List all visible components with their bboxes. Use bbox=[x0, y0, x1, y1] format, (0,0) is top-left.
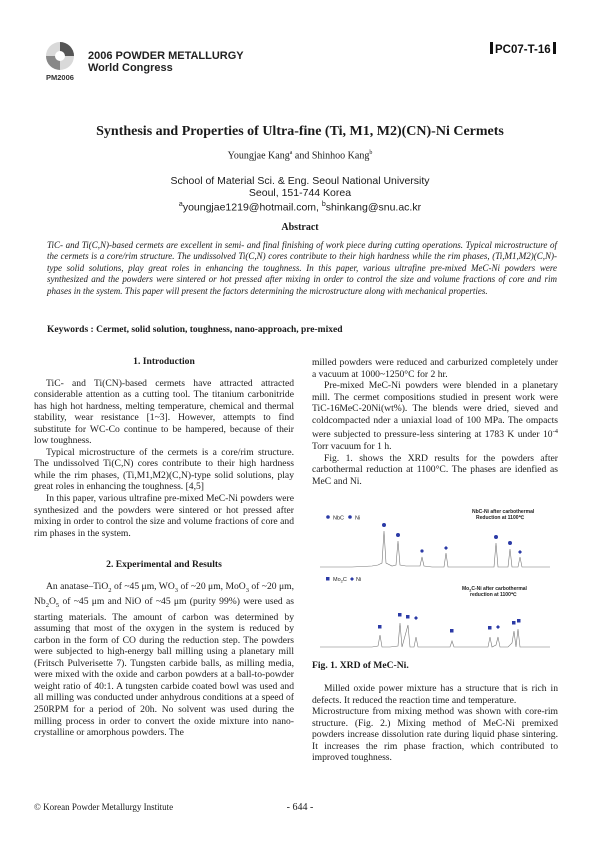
exp-text-c: of ~20 μm, Nb bbox=[34, 580, 294, 608]
right-paragraph-3: Fig. 1. shows the XRD results for the powders after carbothermal reduction at 1100°C. The phases are idenfied as MeC and Ni. bbox=[312, 452, 558, 487]
panel1-label-line1: NbC-Ni after carbothermal bbox=[472, 509, 535, 515]
legend-marker-nbc bbox=[326, 515, 330, 519]
peak-marker bbox=[518, 550, 522, 554]
right-p2-tail: Torr vacuum for 1 h. bbox=[312, 441, 392, 453]
copyright: © Korean Powder Metallurgy Institute bbox=[34, 802, 174, 812]
right-column bbox=[312, 357, 558, 487]
intro-paragraph-3: In this paper, various ultrafine pre-mixed MeC-Ni powders were synthesized and the powders were sintered or hot pressed after mixing in order to control the size and volume fractions of core and rim phases in the system. bbox=[34, 493, 294, 539]
paper-title: Synthesis and Properties of Ultra-fine (Ti, M1, M2)(CN)-Ni Cermets bbox=[96, 124, 504, 139]
exp-text-d: O bbox=[48, 596, 56, 608]
right-paragraph-1: milled powders were reduced and carburized completely under a vacuum at 1000~1250°C for 2 hr. bbox=[312, 357, 558, 380]
authors bbox=[0, 150, 600, 161]
exp-sub-3: 3 bbox=[245, 586, 249, 594]
pm-label: PM2006 bbox=[46, 73, 74, 82]
affiliation-emails bbox=[0, 199, 600, 214]
right-column-lower bbox=[312, 683, 558, 764]
xrd-panel-1 bbox=[320, 509, 550, 567]
affiliation-line1: School of Material Sci. & Eng. Seoul National University bbox=[170, 175, 430, 187]
abstract-body: TiC- and Ti(C,N)-based cermets are excellent in semi- and final finishing of work piece during cutting operations. Typical microstructure of the cermets is a core/rim structure. The undissolved Ti(C,N) cores contribute to their high hardness while the rim phases, (Ti,M1,M2)(C,N)-type solid solutions, play great roles in enhancing the toughness. In this paper, various ultrafine pre-mixed MeC-Ni powders were synthesized and the powders were sintered or hot pressed after mixing in order to control the size and volume fractions of core and rim phases in the system. This paper will present the factors determining the microstructure along with mechanical properties. bbox=[47, 240, 557, 296]
page-number: - 644 - bbox=[286, 802, 314, 813]
left-column bbox=[34, 356, 294, 739]
author-conj: and bbox=[292, 150, 312, 162]
xrd-trace-1 bbox=[320, 531, 550, 567]
peak-marker bbox=[382, 523, 386, 527]
peak-marker bbox=[517, 619, 521, 623]
paper-code-text: PC07-T-16 bbox=[495, 44, 551, 56]
paper-code bbox=[488, 42, 558, 56]
xrd-figure bbox=[312, 495, 558, 655]
right-p2-sup: -4 bbox=[552, 428, 558, 436]
legend-mo2c-base: Mo bbox=[333, 577, 341, 583]
panel2-label-sub: 2 bbox=[469, 588, 472, 593]
peak-marker bbox=[398, 613, 402, 617]
experimental-heading: 2. Experimental and Results bbox=[106, 559, 222, 571]
author-2: Shinhoo Kang bbox=[311, 150, 370, 162]
exp-sub-4: 2 bbox=[45, 602, 49, 610]
peak-marker bbox=[378, 625, 382, 629]
affiliation bbox=[0, 175, 600, 214]
right-paragraph-4: Milled oxide power mixture has a structure that is rich in defects. It reduced the reaction time and temperature. bbox=[312, 683, 558, 706]
right-paragraph-2 bbox=[312, 380, 558, 452]
email-b-sup: b bbox=[321, 201, 326, 208]
peak-marker bbox=[508, 541, 512, 545]
exp-sub-5: 5 bbox=[55, 602, 60, 610]
experimental-paragraph-1 bbox=[34, 581, 294, 739]
intro-paragraph-2: Typical microstructure of the cermets is a core/rim structure. The undissolved Ti(C,N) cores contribute to their high hardness while the rim phases, (Ti,M1,M2)(C,N)-type solid solutions, play great roles in enhancing the toughness. [4,5] bbox=[34, 446, 294, 493]
peak-marker bbox=[512, 621, 516, 625]
exp-sub-2: 3 bbox=[174, 586, 179, 594]
xrd-trace-2 bbox=[320, 623, 550, 647]
peak-marker bbox=[496, 625, 500, 629]
peak-marker bbox=[414, 616, 418, 620]
conference-title-line2: World Congress bbox=[88, 62, 173, 74]
peak-marker bbox=[450, 629, 454, 633]
email-a: youngjae1219@hotmail.com, bbox=[182, 201, 322, 214]
right-paragraph-5: Microstructure from mixing method was shown with core-rim structure. (Fig. 2.) Mixing method of MeC-Ni premixed powders increase dissolution rate during liquid phase sintering. It increases the rim phase fraction, which contributed to improved toughness. bbox=[312, 706, 558, 764]
legend-marker-mo2c bbox=[326, 577, 330, 581]
xrd-panel-2 bbox=[320, 577, 550, 647]
author-2-sup: b bbox=[369, 150, 373, 156]
legend-marker-ni-2 bbox=[350, 577, 354, 581]
abstract-heading: Abstract bbox=[281, 222, 319, 233]
email-b: shinkang@snu.ac.kr bbox=[325, 201, 422, 214]
affiliation-line2: Seoul, 151-744 Korea bbox=[248, 187, 352, 199]
peak-marker bbox=[406, 615, 410, 619]
keywords: Keywords : Cermet, solid solution, toughness, nano-approach, pre-mixed bbox=[47, 325, 343, 335]
conference-title-line1: 2006 POWDER METALLURGY bbox=[88, 50, 244, 62]
legend-mo2c-sub: 2 bbox=[340, 578, 343, 584]
panel2-label-base: Mo bbox=[462, 586, 470, 592]
peak-marker bbox=[494, 535, 498, 539]
exp-text-lead: An anatase–TiO bbox=[46, 580, 109, 592]
legend-nbc: NbC bbox=[333, 515, 345, 522]
panel2-label-line2: reduction at 1100℃ bbox=[470, 592, 517, 598]
author-1: Youngjae Kang bbox=[227, 150, 290, 162]
peak-marker bbox=[488, 626, 492, 630]
peak-marker bbox=[396, 533, 400, 537]
conference-title bbox=[88, 50, 244, 74]
exp-sub-1: 2 bbox=[108, 586, 112, 594]
peak-marker bbox=[444, 546, 448, 550]
right-p2-text: Pre-mixed MeC-Ni powders were blended in a planetary mill. The cermet compositions studied in present work were TiC-16MeC-20Ni(wt%). The blends were dried, sieved and coldcompacted nder a uniaxial load of 100 MPa. The ompacts were subjected to pressure-less sintering at 1783 K under 10 bbox=[312, 380, 558, 441]
panel2-label-tail: C-Ni after carbothermal bbox=[471, 586, 527, 592]
legend-mo2c bbox=[333, 577, 347, 584]
figure-caption: Fig. 1. XRD of MeC-Ni. bbox=[312, 660, 409, 671]
legend-marker-ni bbox=[348, 515, 352, 519]
exp-text-b: of ~20 μm, MoO bbox=[178, 580, 246, 592]
panel1-label-line2: Reduction at 1100℃ bbox=[476, 515, 525, 521]
exp-text-e: of ~45 μm and NiO of ~45 μm (purity 99%) were used as starting materials. The amount of carbon was determined by assuming that most of the oxygen in the system is reduced by carbon in the form of CO during the reduction step. The powders were subjected to high-energy ball milling using a planetary mill (Fritsch Pulverisette 7). Tungsten carbide balls, as milling media, were mixed with the oxide and carbon powders at a ball-to-powder weight ratio of 40:1. A tungsten carbide coated bowl was used and all milling was conducted under anhydrous conditions at a speed of 250RPM for a period of 20h. No solvent was used during the milling process in order to convert the oxide mixture into nano-crystalline or amorphous powders. The bbox=[34, 596, 294, 739]
author-1-sup: a bbox=[289, 150, 293, 156]
legend-mo2c-tail: C bbox=[342, 577, 347, 583]
peak-marker bbox=[420, 549, 423, 552]
legend-ni: Ni bbox=[355, 515, 361, 522]
intro-paragraph-1: TiC- and Ti(CN)-based cermets have attracted attracted considerable attention as a cutting tool. The titanium carbonitride has high hot hardness, melting temperature, chemical and thermal stability, wear resistance [1~3]. However, attempts to find substitute for WC-Co continue to be hampered, because of their low toughness. bbox=[34, 377, 294, 447]
exp-text-a: of ~45 μm, WO bbox=[111, 580, 175, 592]
legend-ni-2: Ni bbox=[356, 577, 362, 583]
email-a-sup: a bbox=[178, 201, 183, 208]
intro-heading: 1. Introduction bbox=[133, 356, 195, 367]
